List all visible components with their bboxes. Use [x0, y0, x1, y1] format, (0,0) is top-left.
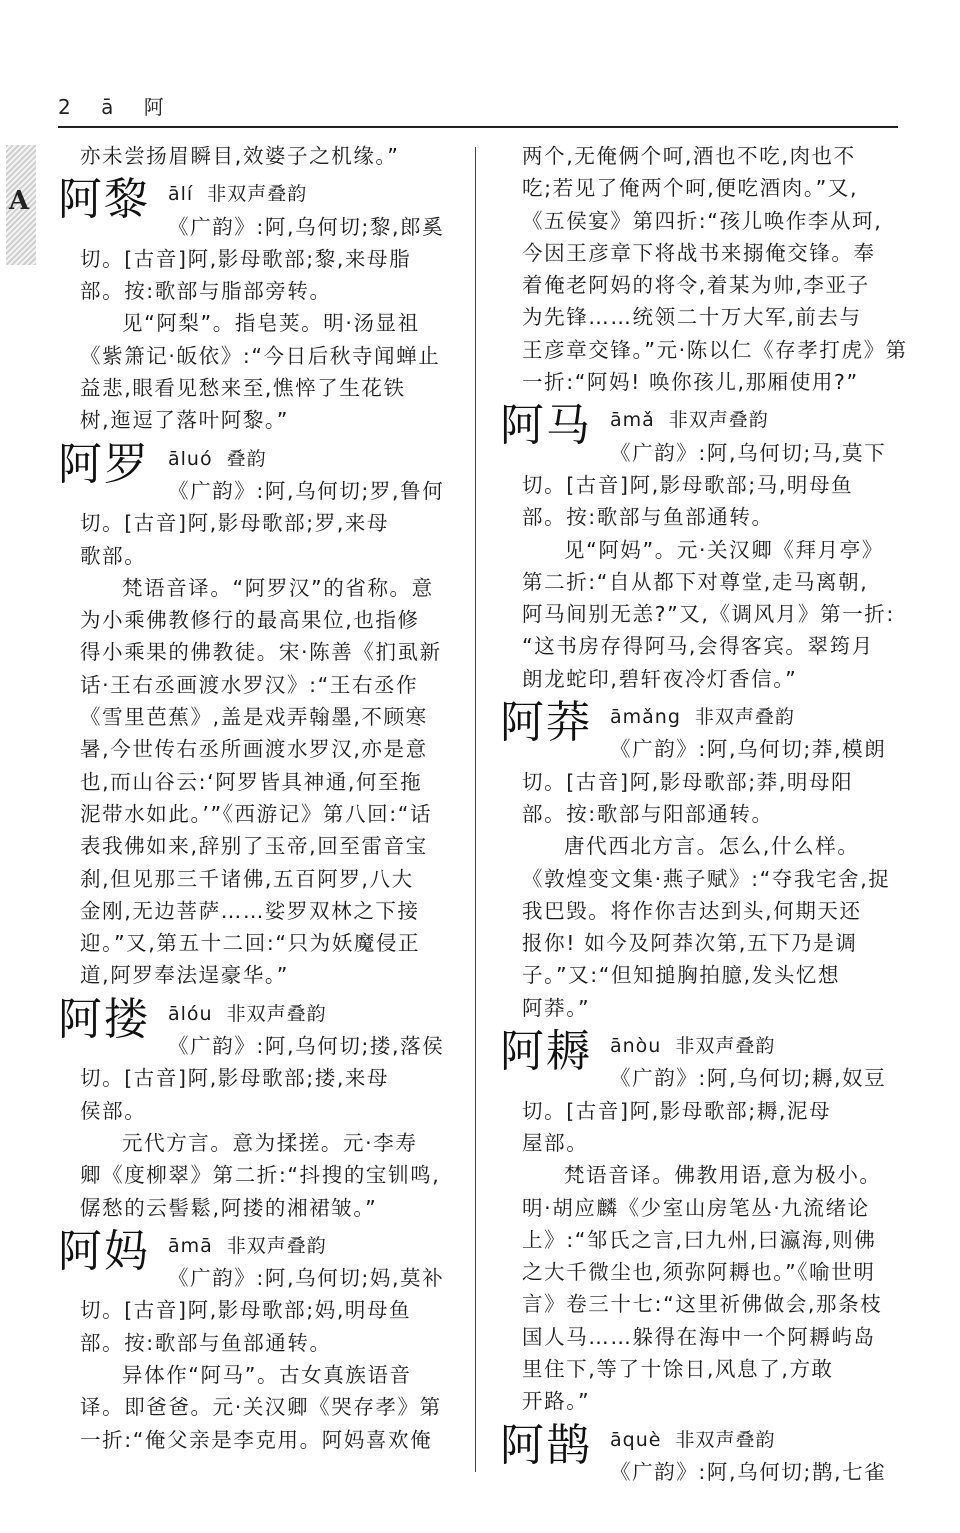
entry-line: 切。[古音]阿,影母歌部;妈,明母鱼 — [80, 1298, 412, 1323]
dictionary-entry — [500, 1419, 900, 1489]
entry-line: 唐代西北方言。怎么,什么样。 — [564, 834, 860, 859]
entry-first-line: 《广韵》:阿,乌何切;黎,郎奚 — [168, 214, 445, 239]
entry-line: 屋部。 — [522, 1130, 589, 1155]
entry-meta — [610, 701, 795, 733]
entry-head — [58, 438, 458, 490]
entry-line: 部。按:歌部与阳部通转。 — [522, 801, 774, 826]
entry-line: 我巴毁。将作你吉达到头,何期天还 — [522, 898, 862, 923]
dictionary-entry — [500, 697, 900, 1024]
entry-line: 话·王右丞画渡水罗汉》:“王右丞作 — [80, 672, 419, 697]
entry-line: 刹,但见那三千诸佛,五百阿罗,八大 — [80, 866, 414, 891]
dictionary-entry — [500, 1026, 900, 1418]
entry-first-line: 《广韵》:阿,乌何切;马,莫下 — [610, 440, 887, 465]
entry-first-line: 《广韵》:阿,乌何切;搂,落侯 — [168, 1034, 445, 1059]
headword: 阿莽 — [500, 697, 592, 749]
dictionary-entry — [58, 993, 458, 1224]
continuation-line: 《五侯宴》第四折:“孩儿唤作李从珂, — [522, 208, 883, 233]
entry-line: 国人马……躲得在海中一个阿耨屿岛 — [522, 1324, 876, 1349]
entry-pinyin: ālí — [168, 183, 194, 206]
entry-line: 《雪里芭蕉》,盖是戏弄翰墨,不顾寒 — [80, 705, 428, 730]
entry-line: 开路。” — [522, 1389, 591, 1414]
left-column — [58, 140, 458, 1456]
dictionary-entry — [58, 1225, 458, 1456]
entry-line: 金刚,无边菩萨……娑罗双林之下接 — [80, 898, 420, 923]
entry-line: 朗龙蛇印,碧轩夜冷灯香信。” — [522, 666, 798, 691]
continuation-line: 着俺老阿妈的将令,着某为帅,李亚子 — [522, 273, 870, 298]
entry-meta — [610, 1030, 775, 1062]
entry-meta — [168, 1230, 327, 1262]
entry-line: 阿马间别无恙?”又,《调风月》第一折: — [522, 602, 895, 627]
entry-line: 译。即爸爸。元·关汉卿《哭存孝》第 — [80, 1395, 442, 1420]
entry-first-line: 《广韵》:阿,乌何切;妈,莫补 — [168, 1266, 445, 1291]
headword: 阿妈 — [58, 1225, 150, 1277]
entry-line: 见“阿梨”。指皂荚。明·汤显祖 — [122, 311, 420, 336]
entry-line: 僝愁的云髻鬆,阿搂的湘裙皱。” — [80, 1195, 378, 1220]
entry-line: 里住下,等了十馀日,风息了,方敢 — [522, 1356, 834, 1381]
entry-first-line: 《广韵》:阿,乌何切;莽,模朗 — [610, 737, 887, 762]
running-head-character: 阿 — [143, 95, 164, 119]
headword: 阿耨 — [500, 1026, 592, 1078]
headword: 阿黎 — [58, 174, 150, 226]
entry-phonology: 叠韵 — [226, 447, 267, 470]
entry-phonology: 非双声叠韵 — [675, 1428, 776, 1451]
entry-line: 上》:“邹氏之言,曰九州,曰瀛海,则佛 — [522, 1227, 877, 1252]
header-rule — [58, 126, 898, 128]
entry-head — [500, 400, 900, 452]
continuation-line: 一折:“阿妈! 唤你孩儿,那厢使用?” — [522, 370, 859, 395]
entry-line: 树,迤逗了落叶阿黎。” — [80, 408, 289, 433]
dictionary-entry — [58, 438, 458, 992]
entry-line: 见“阿妈”。元·关汉卿《拜月亭》 — [564, 537, 884, 562]
entry-head — [500, 697, 900, 749]
entry-line: “这书房存得阿马,会得客宾。翠筠月 — [522, 634, 874, 659]
entry-head — [58, 1225, 458, 1277]
entry-head — [500, 1026, 900, 1078]
entry-line: 梵语音译。佛教用语,意为极小。 — [564, 1163, 882, 1188]
entry-line: 《紫箫记·皈依》:“今日后秋寺闻蝉止 — [80, 343, 441, 368]
entry-line: 切。[古音]阿,影母歌部;搂,来母 — [80, 1066, 390, 1091]
entry-phonology: 非双声叠韵 — [668, 409, 769, 432]
dictionary-entry — [500, 400, 900, 695]
entry-pinyin: āmā — [168, 1234, 213, 1257]
continuation-line: 今因王彦章下将战书来搦俺交锋。奉 — [522, 240, 876, 265]
headword: 阿鹊 — [500, 1419, 592, 1471]
entry-line: 也,而山谷云:‘阿罗皆具神通,何至拖 — [80, 769, 423, 794]
entry-line: 第二折:“自从都下对尊堂,走马离朝, — [522, 569, 869, 594]
entry-meta — [610, 1424, 775, 1456]
entry-head — [500, 1419, 900, 1471]
entry-pinyin: āmǎng — [610, 706, 681, 729]
entry-line: 子。”又:“但知搥胸拍臆,发头忆想 — [522, 963, 841, 988]
entry-line: 益悲,眼看见愁来至,憔悴了生花铁 — [80, 376, 406, 401]
entry-line: 部。按:歌部与鱼部通转。 — [522, 505, 774, 530]
headword: 阿搂 — [58, 993, 150, 1045]
entry-line: 《敦煌变文集·燕子赋》:“夺我宅舍,捉 — [522, 866, 891, 891]
entry-head — [58, 174, 458, 226]
entry-line: 元代方言。意为揉搓。元·李寿 — [122, 1130, 418, 1155]
entry-head — [58, 993, 458, 1045]
entry-meta — [168, 998, 327, 1030]
entry-line: 部。按:歌部与脂部旁转。 — [80, 279, 332, 304]
continuation-line: 王彦章交锋。”元·陈以仁《存孝打虎》第 — [522, 337, 908, 362]
headword: 阿罗 — [58, 438, 150, 490]
entry-line: 部。按:歌部与鱼部通转。 — [80, 1330, 332, 1355]
thumb-index-letter: A — [8, 186, 30, 216]
entry-line: 一折:“俺父亲是李克用。阿妈喜欢俺 — [80, 1427, 433, 1452]
entry-line: 歌部。 — [80, 543, 147, 568]
entry-line: 暑,今世传右丞所画渡水罗汉,亦是意 — [80, 737, 428, 762]
entry-line: 卿《度柳翠》第二折:“抖搜的宝钏鸣, — [80, 1163, 441, 1188]
entry-line: 道,阿罗奉法逞豪华。” — [80, 963, 289, 988]
entry-phonology: 非双声叠韵 — [226, 1234, 327, 1257]
entry-line: 阿莽。” — [522, 995, 591, 1020]
continuation-line: 吃;若见了俺两个呵,便吃酒肉。”又, — [522, 176, 859, 201]
entry-line: 侯部。 — [80, 1098, 147, 1123]
entry-pinyin: āluó — [168, 447, 213, 470]
entry-line: 得小乘果的佛教徒。宋·陈善《扪虱新 — [80, 640, 442, 665]
dictionary-entry — [58, 174, 458, 436]
entry-line: 切。[古音]阿,影母歌部;马,明母鱼 — [522, 472, 854, 497]
running-head — [58, 94, 188, 120]
entry-phonology: 非双声叠韵 — [694, 706, 795, 729]
continuation-line: 亦未尝扬眉瞬目,效婆子之机缘。” — [80, 144, 400, 168]
entry-pinyin: āmǎ — [610, 409, 655, 432]
entry-phonology: 非双声叠韵 — [207, 183, 308, 206]
entry-line: 泥带水如此。’”《西游记》第八回:“话 — [80, 801, 433, 826]
entry-line: 异体作“阿马”。古女真族语音 — [122, 1362, 412, 1387]
entry-meta — [168, 178, 307, 210]
entry-first-line: 《广韵》:阿,乌何切;罗,鲁何 — [168, 478, 445, 503]
headword: 阿马 — [500, 400, 592, 452]
right-column — [500, 140, 908, 1488]
continuation-line: 为先锋……统领二十万大军,前去与 — [522, 305, 862, 330]
entry-line: 切。[古音]阿,影母歌部;耨,泥母 — [522, 1098, 832, 1123]
entry-line: 切。[古音]阿,影母歌部;黎,来母脂 — [80, 246, 412, 271]
entry-phonology: 非双声叠韵 — [675, 1035, 776, 1058]
entry-line: 之大千微尘也,须弥阿耨也。”《喻世明 — [522, 1260, 876, 1285]
entry-line: 报你! 如今及阿莽次第,五下乃是调 — [522, 931, 858, 956]
entry-line: 表我佛如来,辞别了玉帝,回至雷音宝 — [80, 834, 428, 859]
entry-line: 切。[古音]阿,影母歌部;莽,明母阳 — [522, 769, 854, 794]
continuation-line: 两个,无俺俩个呵,酒也不吃,肉也不 — [522, 144, 856, 168]
entry-pinyin: ālóu — [168, 1002, 213, 1025]
running-head-pinyin: ā — [101, 95, 114, 119]
entry-first-line: 《广韵》:阿,乌何切;耨,奴豆 — [610, 1066, 887, 1091]
entry-line: 为小乘佛教修行的最高果位,也指修 — [80, 608, 420, 633]
entry-line: 梵语音译。“阿罗汉”的省称。意 — [122, 575, 434, 600]
entry-pinyin: ānòu — [610, 1035, 662, 1058]
entry-line: 切。[古音]阿,影母歌部;罗,来母 — [80, 511, 390, 536]
entry-line: 迎。”又,第五十二回:“只为妖魔侵正 — [80, 931, 421, 956]
page-number: 2 — [58, 95, 71, 119]
column-divider — [475, 147, 476, 1472]
entry-pinyin: āquè — [610, 1428, 662, 1451]
entry-phonology: 非双声叠韵 — [226, 1002, 327, 1025]
entry-line: 言》卷三十七:“这里祈佛做会,那条枝 — [522, 1292, 883, 1317]
entry-line: 明·胡应麟《少室山房笔丛·九流绪论 — [522, 1195, 870, 1220]
entry-meta — [610, 404, 769, 436]
entry-first-line: 《广韵》:阿,乌何切;鹊,七雀 — [610, 1459, 887, 1484]
entry-meta — [168, 443, 267, 475]
